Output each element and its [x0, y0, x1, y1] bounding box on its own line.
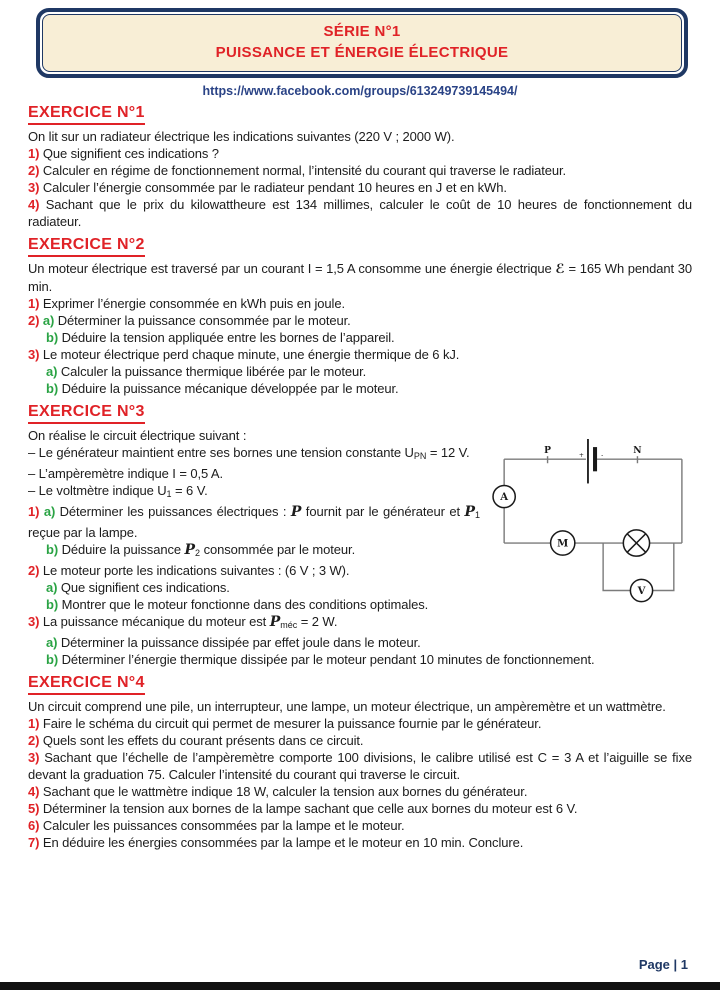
exercise-1 [28, 104, 692, 230]
sub-item-letter-marker: b) [46, 652, 59, 667]
text-segment: fournit par le générateur et [301, 504, 465, 519]
page-title: PUISSANCE ET ÉNERGIE ÉLECTRIQUE [215, 44, 509, 61]
text-segment: Sachant que l’échelle de l’ampèremètre comporte 100 divisions, le calibre utilisé est C = 3 A et l’aiguille se fixe devant la graduation 75. Calculer l’intensité du courant qui traverse le circuit. [28, 750, 692, 782]
exercise-body [28, 260, 692, 397]
page-number: Page | 1 [638, 957, 688, 972]
text-segment: On lit sur un radiateur électrique les indications suivantes (220 V ; 2000 W). [28, 129, 455, 144]
item-number-marker: 3) [28, 614, 40, 629]
subscript: 2 [195, 548, 201, 558]
exercise-2 [28, 236, 692, 397]
paragraph [28, 698, 692, 715]
voltmeter-letter: V [637, 586, 646, 598]
title-banner-inner [42, 14, 682, 72]
paragraph [28, 128, 692, 145]
battery-minus-sign: - [601, 452, 604, 460]
script-p-power-symbol: P [184, 542, 196, 558]
paragraph [28, 800, 692, 817]
item-number-marker: 7) [28, 835, 40, 850]
text-segment: = 6 V. [171, 483, 208, 498]
text-segment: On réalise le circuit électrique suivant : [28, 428, 247, 443]
item-number-marker: 3) [28, 180, 40, 195]
paragraph [28, 732, 692, 749]
paragraph [28, 783, 692, 800]
text-segment: Déterminer la puissance consommée par le moteur. [54, 313, 351, 328]
exercise-heading: EXERCICE N°2 [28, 236, 145, 257]
item-number-marker: 2) [28, 733, 40, 748]
series-title: SÉRIE N°1 [323, 23, 401, 40]
exercise-3 [28, 403, 692, 668]
text-segment: = 165 Wh pendant 30 min. [28, 261, 692, 294]
exercise-4 [28, 674, 692, 851]
sub-item-letter-marker: a) [42, 313, 55, 328]
terminal-label-p: P [544, 445, 551, 457]
exercise-heading: EXERCICE N°4 [28, 674, 145, 695]
script-e-energy-symbol: ℰ [555, 262, 565, 277]
paragraph [28, 312, 692, 329]
paragraph [28, 295, 692, 312]
script-p-power-symbol: P [269, 614, 281, 630]
exercise-body [28, 427, 692, 668]
paragraph [28, 363, 692, 380]
text-segment: Calculer les puissances consommées par la lampe et le moteur. [39, 818, 405, 833]
paragraph [28, 179, 692, 196]
text-segment: Un moteur électrique est traversé par un courant I = 1,5 A consomme une énergie électrique [28, 261, 556, 276]
item-number-marker: 2) [28, 563, 40, 578]
title-banner [36, 8, 688, 78]
motor-letter: M [557, 538, 569, 550]
sub-item-letter-marker: b) [46, 381, 59, 396]
circuit-wires [504, 456, 682, 590]
text-segment: consommée par le moteur. [200, 542, 356, 557]
text-segment: Déduire la tension appliquée entre les bornes de l’appareil. [58, 330, 395, 345]
item-number-marker: 5) [28, 801, 40, 816]
text-segment: En déduire les énergies consommées par la lampe et le moteur en 10 min. Conclure. [39, 835, 524, 850]
item-number-marker: 1) [28, 146, 40, 161]
subscript: PN [413, 451, 427, 461]
sub-item-letter-marker: a) [46, 580, 58, 595]
text-segment: = 12 V. [426, 445, 470, 460]
paragraph [28, 196, 692, 230]
subscript: méc [280, 620, 298, 630]
paragraph [28, 749, 692, 783]
paragraph [28, 834, 692, 851]
text-segment: = 2 W. [297, 614, 338, 629]
battery-icon [588, 439, 595, 483]
exercise-heading: EXERCICE N°1 [28, 104, 145, 125]
bottom-bar [0, 982, 720, 990]
circuit-diagram [490, 439, 692, 613]
paragraph [28, 634, 692, 651]
text-segment: Que signifient ces indications ? [39, 146, 219, 161]
terminal-label-n: N [633, 445, 642, 457]
subscript: 1 [474, 510, 480, 520]
paragraph [28, 715, 692, 732]
facebook-group-link[interactable]: https://www.facebook.com/groups/613249739145494/ [202, 84, 518, 98]
ammeter-letter: A [500, 492, 509, 504]
text-segment: Sachant que le prix du kilowattheure est 134 millimes, calculer le coût de 10 heures de fonctionnement du radiateur. [28, 197, 692, 229]
paragraph [28, 346, 692, 363]
text-segment: Déduire la puissance mécanique développée par le moteur. [58, 381, 399, 396]
text-segment: Déterminer l’énergie thermique dissipée par le moteur pendant 10 minutes de fonctionnement. [58, 652, 595, 667]
item-number-marker: 1) [28, 504, 40, 519]
paragraph [28, 817, 692, 834]
script-p-power-symbol: P [290, 504, 302, 520]
text-segment: Exprimer l’énergie consommée en kWh puis en joule. [39, 296, 345, 311]
exercise-body [28, 698, 692, 851]
text-segment: Faire le schéma du circuit qui permet de mesurer la puissance fournie par le générateur. [39, 716, 542, 731]
text-segment: Sachant que le wattmètre indique 18 W, calculer la tension aux bornes du générateur. [39, 784, 528, 799]
paragraph [28, 162, 692, 179]
text-segment: Déterminer les puissances électriques : [55, 504, 291, 519]
text-segment: Calculer la puissance thermique libérée par le moteur. [57, 364, 367, 379]
lamp-icon [623, 530, 649, 556]
text-segment: Le moteur porte les indications suivantes : (6 V ; 3 W). [39, 563, 350, 578]
item-number-marker: 4) [28, 784, 40, 799]
sub-item-letter-marker: a) [43, 504, 56, 519]
paragraph [28, 260, 692, 295]
exercise-body [28, 128, 692, 230]
paragraph [28, 380, 692, 397]
text-segment: Déduire la puissance [58, 542, 185, 557]
item-number-marker: 3) [28, 750, 40, 765]
item-number-marker: 2) [28, 163, 40, 178]
item-number-marker: 4) [28, 197, 40, 212]
sub-item-letter-marker: b) [46, 330, 59, 345]
text-segment: Calculer en régime de fonctionnement normal, l’intensité du courant qui traverse le radiateur. [39, 163, 567, 178]
paragraph [28, 613, 692, 634]
sub-item-letter-marker: b) [46, 542, 59, 557]
text-segment: Un circuit comprend une pile, un interrupteur, une lampe, un moteur électrique, un ampèremètre et un wattmètre. [28, 699, 666, 714]
text-segment: – L’ampèremètre indique I = 0,5 A. [28, 466, 223, 481]
item-number-marker: 1) [28, 716, 40, 731]
circuit-svg [490, 439, 692, 613]
ammeter-symbol [493, 485, 515, 507]
paragraph [28, 145, 692, 162]
paragraph [28, 329, 692, 346]
text-segment: Que signifient ces indications. [57, 580, 230, 595]
text-segment: – Le voltmètre indique U [28, 483, 167, 498]
subscript: 1 [166, 489, 172, 499]
item-number-marker: 3) [28, 347, 40, 362]
sub-item-letter-marker: a) [46, 364, 58, 379]
item-number-marker: 6) [28, 818, 40, 833]
text-segment: Montrer que le moteur fonctionne dans des conditions optimales. [58, 597, 429, 612]
voltmeter-symbol [630, 579, 652, 601]
text-segment: Déterminer la tension aux bornes de la lampe sachant que celle aux bornes du moteur est 6 V. [39, 801, 578, 816]
item-number-marker: 1) [28, 296, 40, 311]
sub-item-letter-marker: b) [46, 597, 59, 612]
text-segment: reçue par la lampe. [28, 525, 138, 540]
paragraph [28, 651, 692, 668]
text-segment: – Le générateur maintient entre ses bornes une tension constante U [28, 445, 414, 460]
motor-symbol [551, 531, 575, 555]
text-segment: La puissance mécanique du moteur est [39, 614, 270, 629]
battery-plus-sign: + [578, 452, 584, 460]
script-p-power-symbol: P [464, 504, 475, 520]
text-segment: Quels sont les effets du courant présents dans ce circuit. [39, 733, 364, 748]
text-segment: Le moteur électrique perd chaque minute, une énergie thermique de 6 kJ. [39, 347, 460, 362]
sub-item-letter-marker: a) [46, 635, 58, 650]
text-segment: Déterminer la puissance dissipée par effet joule dans le moteur. [57, 635, 421, 650]
item-number-marker: 2) [28, 313, 40, 328]
exercise-heading: EXERCICE N°3 [28, 403, 145, 424]
text-segment: Calculer l’énergie consommée par le radiateur pendant 10 heures en J et en kWh. [39, 180, 507, 195]
